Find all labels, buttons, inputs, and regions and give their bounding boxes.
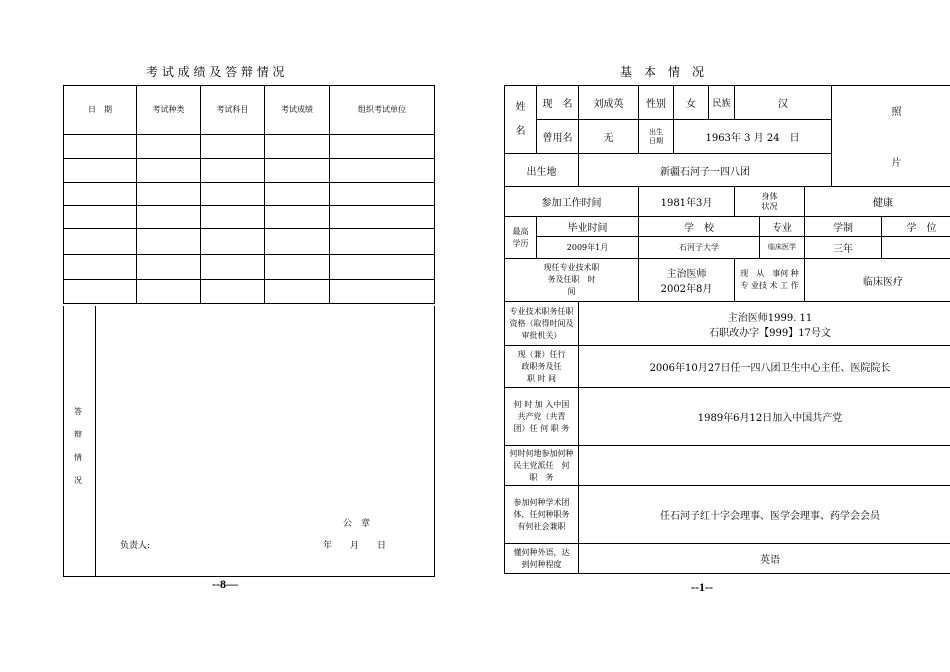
degree: [882, 237, 950, 259]
school-label: 学 校: [639, 217, 760, 237]
defense-label-cell: [64, 306, 96, 576]
photo-label-1: 照: [891, 107, 902, 118]
major-label: 专业: [760, 217, 805, 237]
work-start-label: 参加工作时间: [505, 187, 639, 217]
left-page-title: 考 试 成 绩 及 答 辩 情 况: [146, 65, 285, 79]
header-exam-type: 考试种类: [137, 86, 201, 135]
name-label: 姓名: [505, 86, 537, 154]
current-name-label: 现 名: [537, 86, 579, 120]
header-date: 日 期: [64, 86, 137, 135]
qualification-label: 专业技术职务任职资格（取得时间及审批机关）: [505, 302, 579, 346]
header-exam-subject: 考试科目: [201, 86, 265, 135]
exam-results-table: [63, 85, 435, 304]
birth-date: 1963年 3 月 24 日: [674, 120, 832, 154]
date-line: 年 月 日: [323, 541, 387, 551]
admin-post: 2006年10月27日任一四八团卫生中心主任、医院院长: [579, 346, 950, 388]
grad-time: 2009年1月: [537, 237, 639, 259]
photo-label-2: 片: [891, 158, 902, 169]
table-row: [64, 135, 435, 159]
health-label: 身体状况: [735, 187, 805, 217]
table-row: [64, 255, 435, 280]
header-exam-organizer: 组织考试单位: [330, 86, 435, 135]
defense-label: 答辩情况: [74, 407, 82, 485]
other-party-label: 何时何地参加何种民主党派任 何 职 务: [505, 446, 579, 486]
current-name: 刘成英: [579, 86, 639, 120]
birth-date-label: 出生日期: [639, 120, 674, 154]
basic-info-table: [504, 85, 950, 574]
society-label: 参加何种学术团体，任何种职务有何社会兼职: [505, 486, 579, 544]
seal-label: 公 章: [343, 519, 371, 529]
table-row: [64, 280, 435, 304]
health: 健康: [805, 187, 950, 217]
defense-box: [63, 306, 435, 577]
education-label: 最高学历: [505, 217, 537, 259]
party: 1989年6月12日加入中国共产党: [579, 388, 950, 446]
responsible-label: 负责人:: [120, 541, 151, 551]
photo-box: [832, 86, 950, 187]
title-job-time: 2002年8月: [660, 284, 713, 295]
qualification-cell: [579, 302, 950, 346]
right-page-title: 基 本 情 况: [620, 65, 705, 79]
title-job-label: 现任专业技术职务及任职 时 间: [505, 259, 639, 302]
party-label: 何 时 加 入中国共产党（共青团）任 何 职 务: [505, 388, 579, 446]
degree-label: 学 位: [882, 217, 950, 237]
admin-post-label: 现（兼）任行政职务及任 职 时 间: [505, 346, 579, 388]
right-page-number: --1--: [691, 580, 713, 594]
grad-time-label: 毕业时间: [537, 217, 639, 237]
table-row: [64, 206, 435, 229]
ethnicity-label: 民族: [709, 86, 735, 120]
title-job-cell: [639, 259, 735, 302]
other-party: [579, 446, 950, 486]
header-exam-score: 考试成绩: [265, 86, 330, 135]
duration: 三年: [805, 237, 882, 259]
table-row: [64, 229, 435, 255]
major: 临床医学: [760, 237, 805, 259]
table-row: [64, 183, 435, 206]
current-work: 临床医疗: [805, 259, 950, 302]
birthplace-label: 出生地: [505, 154, 579, 187]
language-label: 懂何种外语，达到何种程度: [505, 544, 579, 574]
qualification-1: 主治医师1999. 11: [727, 312, 813, 324]
language: 英语: [579, 544, 950, 574]
left-page-number: --8—: [212, 577, 238, 591]
former-name: 无: [579, 120, 639, 154]
ethnicity: 汉: [735, 86, 832, 120]
qualification-2: 石职改办字【999】17号文: [709, 327, 831, 339]
duration-label: 学制: [805, 217, 882, 237]
table-row: [64, 159, 435, 183]
current-work-label: 现 从 事何 种 专 业技 术 工 作: [735, 259, 805, 302]
work-start: 1981年3月: [639, 187, 735, 217]
former-name-label: 曾用名: [537, 120, 579, 154]
gender-label: 性别: [639, 86, 674, 120]
birthplace: 新疆石河子一四八团: [579, 154, 832, 187]
title-job: 主治医师: [666, 269, 707, 280]
gender: 女: [674, 86, 709, 120]
society: 任石河子红十字会理事、医学会理事、药学会会员: [579, 486, 950, 544]
school: 石河子大学: [639, 237, 760, 259]
